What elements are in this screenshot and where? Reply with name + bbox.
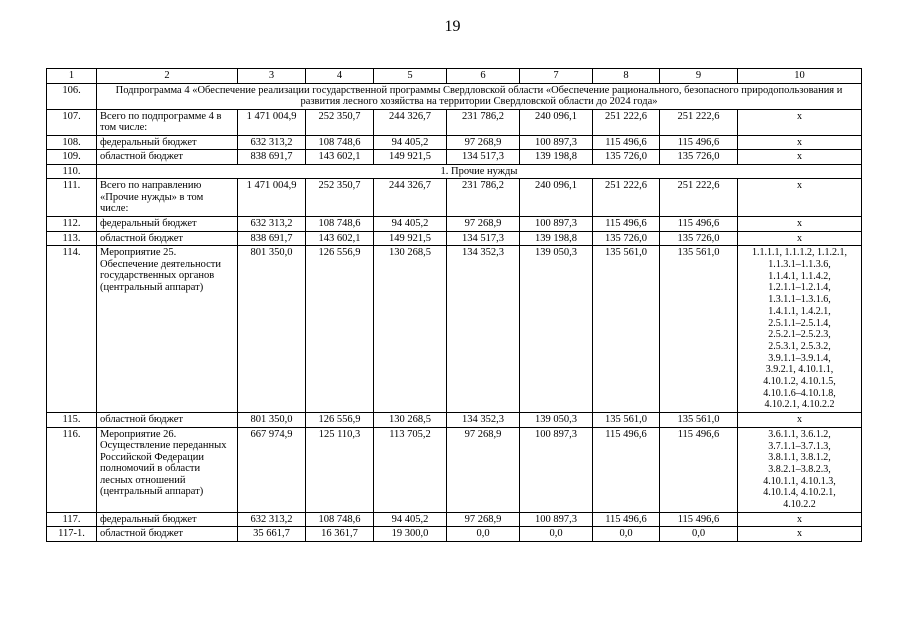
value-cell: 115 496,6 bbox=[660, 216, 738, 231]
target-indicators-cell: 3.6.1.1, 3.6.1.2, 3.7.1.1–3.7.1.3, 3.8.1.1, 3.8.1.2, 3.8.2.1–3.8.2.3, 4.10.1.1, 4.10.1.3, 4.10.1.4, 4.10.2.1, 4.10.2.2 bbox=[738, 427, 862, 512]
row-name: областной бюджет bbox=[97, 231, 238, 246]
value-cell: 97 268,9 bbox=[447, 512, 520, 527]
value-cell: 801 350,0 bbox=[238, 246, 306, 413]
value-cell: 19 300,0 bbox=[374, 527, 447, 542]
table-row bbox=[47, 512, 862, 527]
value-cell: 94 405,2 bbox=[374, 216, 447, 231]
value-cell: 115 496,6 bbox=[660, 135, 738, 150]
section-title: 1. Прочие нужды bbox=[97, 164, 862, 179]
value-cell: 113 705,2 bbox=[374, 427, 447, 512]
value-cell: 240 096,1 bbox=[520, 109, 593, 135]
value-cell: 94 405,2 bbox=[374, 135, 447, 150]
value-cell: 667 974,9 bbox=[238, 427, 306, 512]
value-cell: 135 561,0 bbox=[593, 413, 660, 428]
column-header: 1 bbox=[47, 69, 97, 84]
target-indicators-cell: x bbox=[738, 150, 862, 165]
value-cell: 115 496,6 bbox=[660, 427, 738, 512]
value-cell: 130 268,5 bbox=[374, 413, 447, 428]
row-name: Всего по подпрограмме 4 в том числе: bbox=[97, 109, 238, 135]
table-row bbox=[47, 216, 862, 231]
value-cell: 251 222,6 bbox=[593, 109, 660, 135]
value-cell: 0,0 bbox=[660, 527, 738, 542]
value-cell: 108 748,6 bbox=[306, 216, 374, 231]
column-header: 9 bbox=[660, 69, 738, 84]
value-cell: 126 556,9 bbox=[306, 246, 374, 413]
value-cell: 244 326,7 bbox=[374, 179, 447, 217]
value-cell: 108 748,6 bbox=[306, 135, 374, 150]
value-cell: 251 222,6 bbox=[593, 179, 660, 217]
row-number: 108. bbox=[47, 135, 97, 150]
row-name: федеральный бюджет bbox=[97, 512, 238, 527]
value-cell: 115 496,6 bbox=[593, 216, 660, 231]
value-cell: 100 897,3 bbox=[520, 427, 593, 512]
target-indicators-cell: x bbox=[738, 109, 862, 135]
row-name: областной бюджет bbox=[97, 527, 238, 542]
value-cell: 35 661,7 bbox=[238, 527, 306, 542]
table-row bbox=[47, 179, 862, 217]
value-cell: 100 897,3 bbox=[520, 512, 593, 527]
value-cell: 0,0 bbox=[520, 527, 593, 542]
value-cell: 1 471 004,9 bbox=[238, 179, 306, 217]
value-cell: 100 897,3 bbox=[520, 135, 593, 150]
column-header: 10 bbox=[738, 69, 862, 84]
row-name: Мероприятие 25. Обеспечение деятельности государственных органов (центральный аппарат) bbox=[97, 246, 238, 413]
row-number: 115. bbox=[47, 413, 97, 428]
column-header: 7 bbox=[520, 69, 593, 84]
row-number: 107. bbox=[47, 109, 97, 135]
value-cell: 130 268,5 bbox=[374, 246, 447, 413]
target-indicators-cell: x bbox=[738, 231, 862, 246]
value-cell: 149 921,5 bbox=[374, 231, 447, 246]
value-cell: 97 268,9 bbox=[447, 427, 520, 512]
target-indicators-cell: 1.1.1.1, 1.1.1.2, 1.1.2.1, 1.1.3.1–1.1.3.6, 1.1.4.1, 1.1.4.2, 1.2.1.1–1.2.1.4, 1.3.1.1–1.3.1.6, 1.4.1.1, 1.4.2.1, 2.5.1.1–2.5.1.4, 2.5.2.1–2.5.2.3, 2.5.3.1, 2.5.3.2, 3.9.1.1–3.9.1.4, 3.9.2.1, 4.10.1.1, 4.10.1.2, 4.10.1.5, 4.10.1.6–4.10.1.8, 4.10.2.1, 4.10.2.2 bbox=[738, 246, 862, 413]
value-cell: 135 726,0 bbox=[593, 231, 660, 246]
row-number: 112. bbox=[47, 216, 97, 231]
value-cell: 251 222,6 bbox=[660, 179, 738, 217]
value-cell: 231 786,2 bbox=[447, 179, 520, 217]
table-row bbox=[47, 109, 862, 135]
table-row bbox=[47, 150, 862, 165]
row-name: федеральный бюджет bbox=[97, 135, 238, 150]
value-cell: 143 602,1 bbox=[306, 150, 374, 165]
value-cell: 139 198,8 bbox=[520, 150, 593, 165]
value-cell: 135 726,0 bbox=[660, 231, 738, 246]
value-cell: 838 691,7 bbox=[238, 150, 306, 165]
value-cell: 115 496,6 bbox=[593, 135, 660, 150]
value-cell: 125 110,3 bbox=[306, 427, 374, 512]
value-cell: 252 350,7 bbox=[306, 109, 374, 135]
value-cell: 244 326,7 bbox=[374, 109, 447, 135]
value-cell: 240 096,1 bbox=[520, 179, 593, 217]
row-number: 117-1. bbox=[47, 527, 97, 542]
table-row bbox=[47, 413, 862, 428]
row-number: 106. bbox=[47, 83, 97, 109]
column-header: 8 bbox=[593, 69, 660, 84]
value-cell: 801 350,0 bbox=[238, 413, 306, 428]
value-cell: 97 268,9 bbox=[447, 216, 520, 231]
table-row bbox=[47, 164, 862, 179]
column-header-row bbox=[47, 69, 862, 84]
target-indicators-cell: x bbox=[738, 179, 862, 217]
page-number: 19 bbox=[444, 18, 461, 35]
value-cell: 94 405,2 bbox=[374, 512, 447, 527]
value-cell: 231 786,2 bbox=[447, 109, 520, 135]
value-cell: 135 726,0 bbox=[660, 150, 738, 165]
row-number: 109. bbox=[47, 150, 97, 165]
value-cell: 632 313,2 bbox=[238, 135, 306, 150]
row-name: Мероприятие 26. Осуществление переданных Российской Федерации полномочий в области лесных отношений (центральный аппарат) bbox=[97, 427, 238, 512]
row-name: областной бюджет bbox=[97, 413, 238, 428]
table-row bbox=[47, 427, 862, 512]
value-cell: 16 361,7 bbox=[306, 527, 374, 542]
value-cell: 134 352,3 bbox=[447, 413, 520, 428]
value-cell: 134 352,3 bbox=[447, 246, 520, 413]
value-cell: 100 897,3 bbox=[520, 216, 593, 231]
row-number: 110. bbox=[47, 164, 97, 179]
target-indicators-cell: x bbox=[738, 135, 862, 150]
target-indicators-cell: x bbox=[738, 216, 862, 231]
value-cell: 149 921,5 bbox=[374, 150, 447, 165]
target-indicators-cell: x bbox=[738, 527, 862, 542]
target-indicators-cell: x bbox=[738, 512, 862, 527]
table-row bbox=[47, 246, 862, 413]
value-cell: 139 050,3 bbox=[520, 413, 593, 428]
value-cell: 251 222,6 bbox=[660, 109, 738, 135]
target-indicators-cell: x bbox=[738, 413, 862, 428]
value-cell: 126 556,9 bbox=[306, 413, 374, 428]
table-row bbox=[47, 83, 862, 109]
row-number: 111. bbox=[47, 179, 97, 217]
row-number: 116. bbox=[47, 427, 97, 512]
value-cell: 0,0 bbox=[593, 527, 660, 542]
column-header: 6 bbox=[447, 69, 520, 84]
table-row bbox=[47, 231, 862, 246]
value-cell: 135 561,0 bbox=[593, 246, 660, 413]
row-name: областной бюджет bbox=[97, 150, 238, 165]
value-cell: 134 517,3 bbox=[447, 150, 520, 165]
value-cell: 134 517,3 bbox=[447, 231, 520, 246]
row-number: 117. bbox=[47, 512, 97, 527]
column-header: 3 bbox=[238, 69, 306, 84]
value-cell: 139 050,3 bbox=[520, 246, 593, 413]
value-cell: 108 748,6 bbox=[306, 512, 374, 527]
value-cell: 143 602,1 bbox=[306, 231, 374, 246]
value-cell: 252 350,7 bbox=[306, 179, 374, 217]
value-cell: 115 496,6 bbox=[593, 427, 660, 512]
value-cell: 632 313,2 bbox=[238, 216, 306, 231]
value-cell: 139 198,8 bbox=[520, 231, 593, 246]
column-header: 4 bbox=[306, 69, 374, 84]
value-cell: 135 561,0 bbox=[660, 246, 738, 413]
row-name: Всего по направлению «Прочие нужды» в том числе: bbox=[97, 179, 238, 217]
value-cell: 135 561,0 bbox=[660, 413, 738, 428]
column-header: 5 bbox=[374, 69, 447, 84]
value-cell: 632 313,2 bbox=[238, 512, 306, 527]
value-cell: 1 471 004,9 bbox=[238, 109, 306, 135]
value-cell: 0,0 bbox=[447, 527, 520, 542]
budget-table bbox=[46, 68, 862, 542]
value-cell: 838 691,7 bbox=[238, 231, 306, 246]
value-cell: 115 496,6 bbox=[660, 512, 738, 527]
section-title: Подпрограмма 4 «Обеспечение реализации государственной программы Свердловской области «Обеспечение рационального, безопасного природопользования и развития лесного хозяйства на территории Свердловской области до 2024 года» bbox=[97, 83, 862, 109]
table-row bbox=[47, 135, 862, 150]
value-cell: 135 726,0 bbox=[593, 150, 660, 165]
value-cell: 97 268,9 bbox=[447, 135, 520, 150]
table-row bbox=[47, 527, 862, 542]
row-number: 114. bbox=[47, 246, 97, 413]
row-name: федеральный бюджет bbox=[97, 216, 238, 231]
row-number: 113. bbox=[47, 231, 97, 246]
column-header: 2 bbox=[97, 69, 238, 84]
value-cell: 115 496,6 bbox=[593, 512, 660, 527]
